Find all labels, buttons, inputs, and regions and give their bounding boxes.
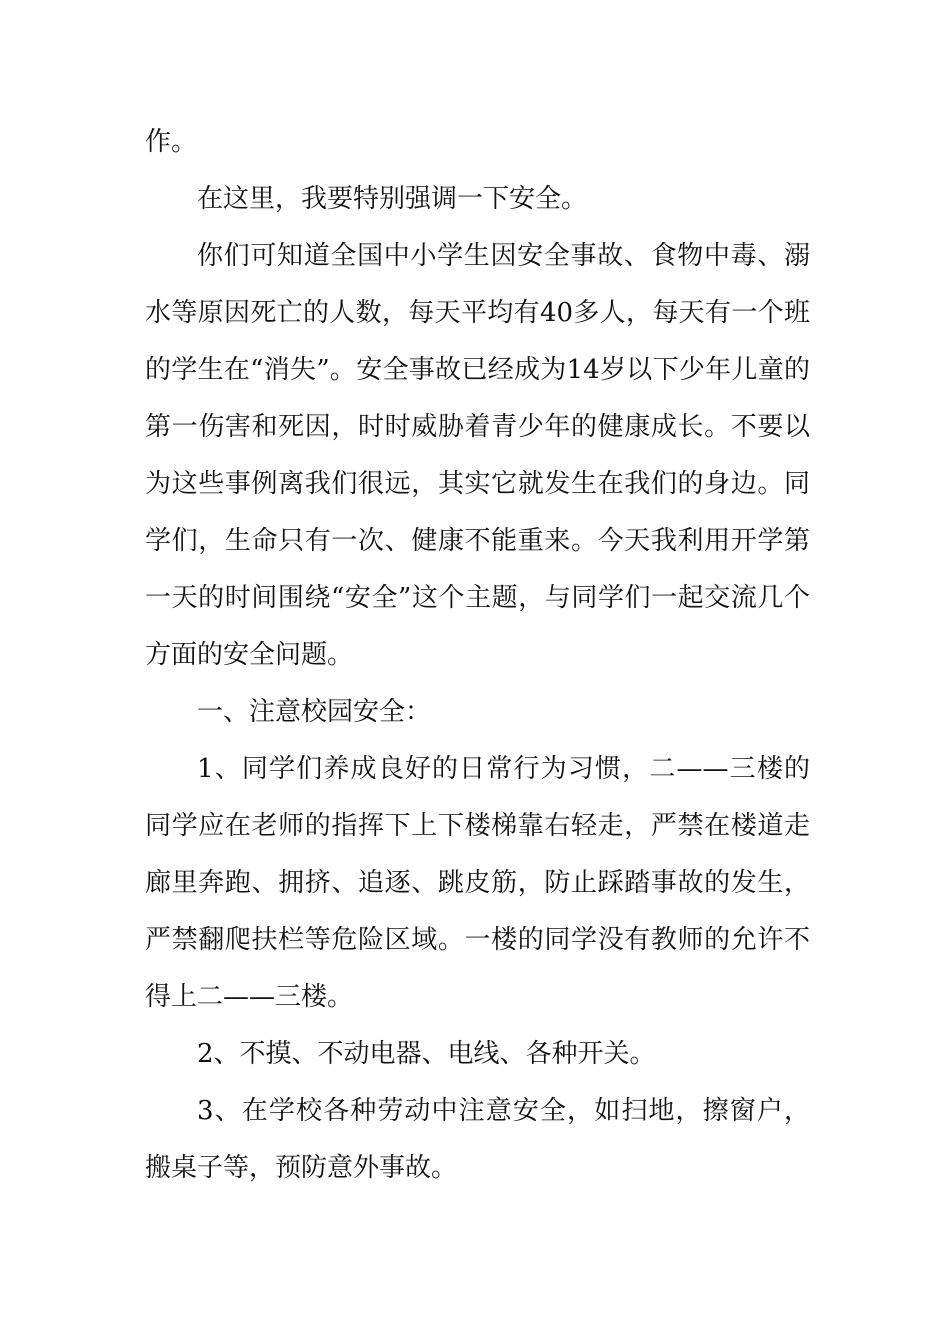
paragraph-safety-statistics: 你们可知道全国中小学生因安全事故、食物中毒、溺水等原因死亡的人数，每天平均有40多人，每天有一个班的学生在“消失”。安全事故已经成为14岁以下少年儿童的第一伤害和死因，时时威胁着青少年的健康成长。不要以为这些事例离我们很远，其实它就发生在我们的身边。同学们，生命只有一次、健康不能重来。今天我利用开学第一天的时间围绕“安全”这个主题，与同学们一起交流几个方面的安全问题。 [145, 241, 810, 670]
list-item-2: 2、不摸、不动电器、电线、各种开关。 [197, 1039, 656, 1069]
list-item-1: 1、同学们养成良好的日常行为习惯，二——三楼的同学应在老师的指挥下上下楼梯靠右轻走，严禁在楼道走廊里奔跑、拥挤、追逐、跳皮筋，防止踩踏事故的发生，严禁翻爬扶栏等危险区域。一楼的同学没有教师的允许不得上二——三楼。 [145, 754, 810, 1012]
paragraph-safety-emphasis: 在这里，我要特别强调一下安全。 [197, 184, 588, 214]
document-body [145, 114, 810, 1197]
list-item-3: 3、在学校各种劳动中注意安全，如扫地，擦窗户，搬桌子等，预防意外事故。 [145, 1096, 810, 1183]
paragraph-continuation: 作。 [145, 127, 198, 157]
section-heading-campus-safety: 一、注意校园安全： [197, 697, 432, 727]
